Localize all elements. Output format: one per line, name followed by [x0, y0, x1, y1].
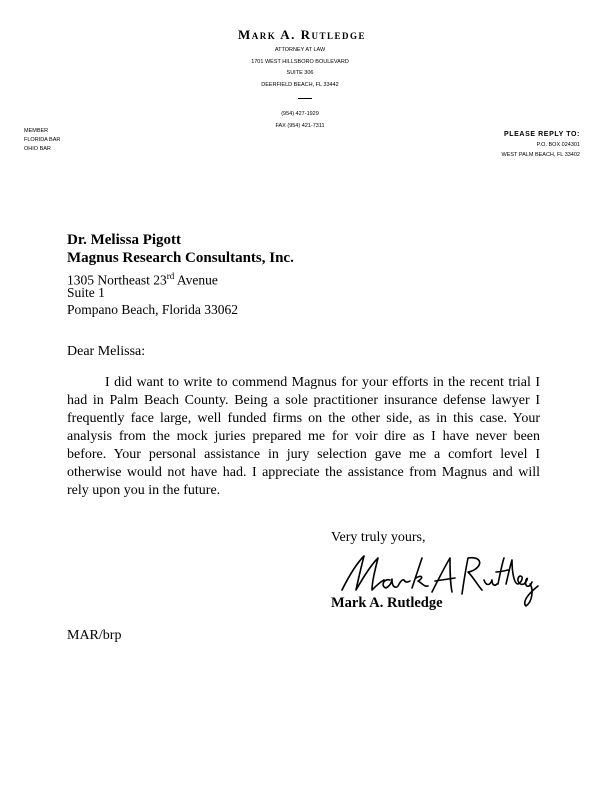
body-line: had in Palm Beach County. Being a sole practitioner insurance defense lawyer I — [67, 393, 540, 408]
letterhead-name — [0, 27, 600, 43]
recipient-city: Pompano Beach, Florida 33062 — [67, 302, 238, 317]
member-bar-ohio: OHIO BAR — [24, 146, 51, 152]
closing: Very truly yours, — [331, 530, 426, 545]
letterhead-street: 1701 WEST HILLSBORO BOULEVARD — [251, 58, 349, 65]
recipient-street-name: Avenue — [174, 272, 218, 288]
body-line: before. Your personal assistance in jury selection gave me a comfort level I — [67, 447, 540, 462]
letterhead-title: ATTORNEY AT LAW — [274, 47, 326, 53]
reply-to-city: WEST PALM BEACH, FL 33402 — [501, 152, 580, 158]
reply-to-po-box: P.O. BOX 024301 — [536, 142, 580, 148]
letterhead-phone: (954) 427-1929 — [281, 111, 319, 117]
reply-to-block — [488, 130, 580, 160]
bar-membership — [24, 127, 60, 154]
body-line: frequently face large, well funded firms on the other side, as in this case. Your — [67, 411, 540, 426]
letterhead-address — [0, 45, 600, 91]
salutation: Dear Melissa: — [67, 344, 146, 359]
member-label: MEMBER — [24, 128, 49, 134]
recipient-suite: Suite 1 — [67, 285, 105, 300]
letterhead-name-text: Mark A. Rutledge — [237, 27, 367, 42]
letterhead-contact — [0, 108, 600, 132]
letterhead-city: DEERFIELD BEACH, FL 33442 — [261, 81, 339, 88]
signer-name: Mark A. Rutledge — [331, 595, 443, 611]
member-bar-florida: FLORIDA BAR — [24, 137, 61, 143]
recipient-company: Magnus Research Consultants, Inc. — [67, 250, 294, 266]
reply-to-heading: PLEASE REPLY TO: — [504, 131, 580, 138]
reference-initials: MAR/brp — [67, 628, 122, 643]
recipient-street-ordinal: rd — [166, 271, 175, 281]
letterhead-fax: FAX (954) 421-7311 — [275, 123, 325, 129]
recipient-street-number: 1305 Northeast 23 — [67, 272, 167, 288]
recipient-name: Dr. Melissa Pigott — [67, 232, 182, 248]
letter-body — [67, 374, 540, 500]
body-line: rely upon you in the future. — [67, 483, 221, 498]
body-line: otherwise would not have had. I appreciate the assistance from Magnus and will — [67, 465, 540, 480]
body-line: I did want to write to commend Magnus for your efforts in the recent trial I — [105, 375, 540, 390]
letterhead-divider — [298, 98, 312, 99]
letterhead-suite: SUITE 306 — [286, 70, 314, 76]
body-line: analysis from the mock juries prepared me for voir dire as I have never been — [67, 429, 540, 444]
